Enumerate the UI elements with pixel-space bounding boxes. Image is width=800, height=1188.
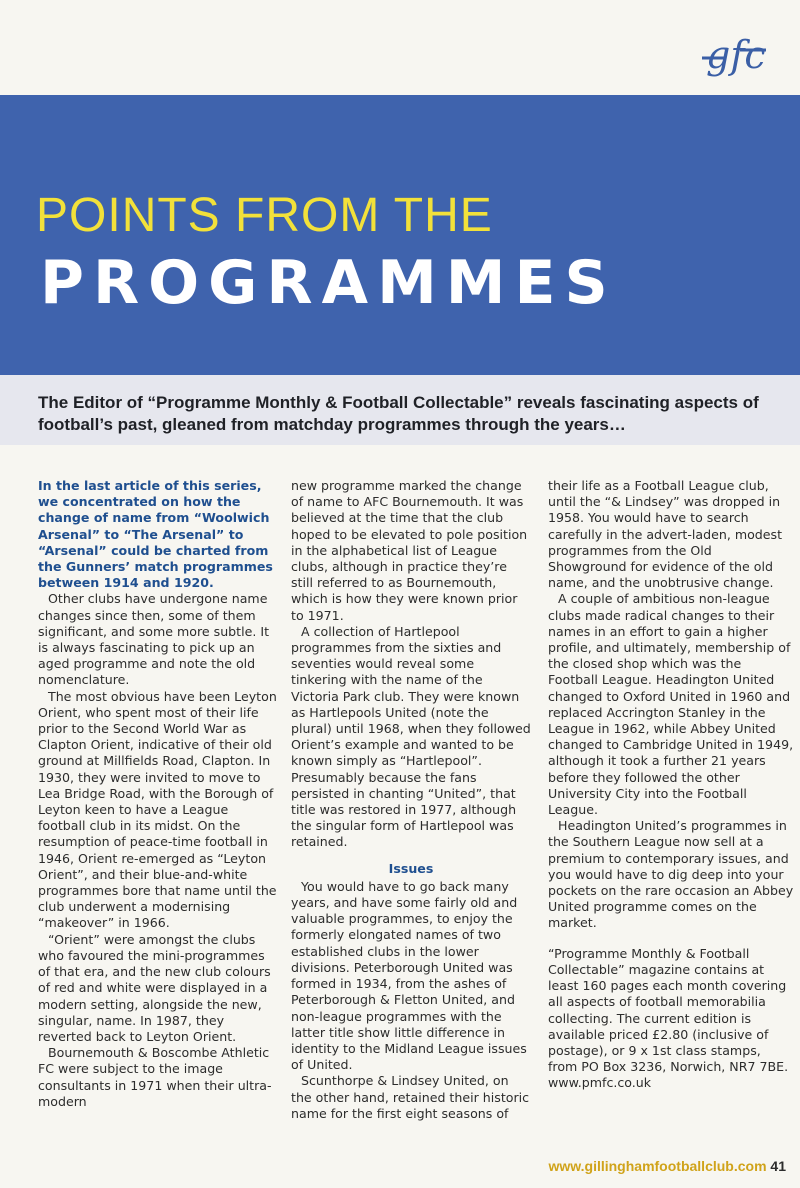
paragraph: The most obvious have been Leyton Orient, who spent most of their life prior to the Second World War as Clapton Orient, indicative of their old ground at Millfields Road, Clapton. In 1930, they were invited to move to Lea Bridge Road, with the Borough of Leyton keen to have a League football club in its midst. On the resumption of peace-time football in 1946, Orient re-emerged as “Leyton Orient”, and their blue-and-white programmes bore that name until the club underwent a modernising “makeover” in 1966. (38, 688, 277, 931)
subheading: Issues (388, 860, 434, 876)
title-line-2: PROGRAMMES (40, 248, 617, 318)
title-line-1: POINTS FROM THE (36, 189, 493, 242)
paragraph: new programme marked the change of name to AFC Bournemouth. It was believed at the time that the club hoped to be elevated to pole position in the alphabetical list of League clubs, although in practice they’re still referred to as Bournemouth, which is how they were known prior to 1971. (291, 478, 528, 623)
page-footer (548, 1158, 786, 1174)
column-3 (548, 478, 794, 1092)
club-logo (700, 28, 770, 88)
paragraph: A couple of ambitious non-league clubs made radical changes to their names in an effort to gain a higher profile, and ultimately, membership of the closed shop which was the Football League. Headington United changed to Oxford United in 1960 and replaced Accrington Stanley in the League in 1962, while Abbey United changed to Cambridge United in 1949, although it took a further 21 years before they followed the other University City into the Football League. (548, 591, 794, 818)
paragraph: Headington United’s programmes in the Southern League now sell at a premium to contemporary issues, and you would have to dig deep into your pockets on the rare occasion an Abbey United programme comes on the market. (548, 818, 794, 931)
footer-url[interactable]: www.gillinghamfootballclub.com (548, 1158, 767, 1174)
column-1 (38, 478, 278, 1110)
intro-standfirst: The Editor of “Programme Monthly & Football Collectable” reveals fascinating aspects of football’s past, gleaned from matchday programmes through the years… (38, 393, 759, 434)
logo-text: gfc (706, 33, 766, 77)
paragraph: A collection of Hartlepool programmes from the sixties and seventies would reveal some tinkering with the name of the Victoria Park club. They were known as Hartlepools United (note the plural) until 1968, when they followed Orient’s example and wanted to be known simply as “Hartlepool”. Presumably because the fans persisted in chanting “United”, that title was restored in 1977, although the singular form of Hartlepool was retained. (291, 623, 531, 850)
column-2 (291, 478, 531, 1122)
lead-paragraph: In the last article of this series, we concentrated on how the change of name from “Woolwich Arsenal” to “The Arsenal” to “Arsenal” could be charted from the Gunners’ match programmes between 1914 and 1920. (38, 478, 273, 591)
paragraph: Bournemouth & Boscombe Athletic FC were subject to the image consultants in 1971 when their ultra-modern (38, 1045, 272, 1109)
paragraph: their life as a Football League club, until the “& Lindsey” was dropped in 1958. You would have to search carefully in the advert-laden, modest programmes from the Old Showground for evidence of the old name, and the unobtrusive change. (548, 478, 783, 591)
paragraph: Other clubs have undergone name changes since then, some of them significant, and some more subtle. It is always fascinating to pick up an aged programme and note the old nomenclature. (38, 591, 270, 688)
magazine-plug: “Programme Monthly & Football Collectable” magazine contains at least 160 pages each month covering all aspects of football memorabilia collecting. The current edition is available priced £2.80 (inclusive of postage), or 9 x 1st class stamps, from PO Box 3236, Norwich, NR7 7BE. www.pmfc.co.uk (548, 945, 789, 1091)
paragraph: Scunthorpe & Lindsey United, on the other hand, retained their historic name for the first eight seasons of (291, 1073, 530, 1121)
paragraph: You would have to go back many years, and have some fairly old and valuable programmes, to enjoy the formerly elongated names of two established clubs in the lower divisions. Peterborough United was formed in 1934, from the ashes of Peterborough & Fletton United, and non-league programmes with the latter title show little difference in identity to the Midland League issues of United. (291, 878, 527, 1073)
page-top (0, 0, 800, 95)
page-number: 41 (770, 1158, 786, 1174)
paragraph: “Orient” were amongst the clubs who favoured the mini-programmes of that era, and the new club colours of red and white were displayed in a modern setting, alongside the new, singular, name. In 1987, they reverted back to Leyton Orient. (38, 931, 271, 1044)
